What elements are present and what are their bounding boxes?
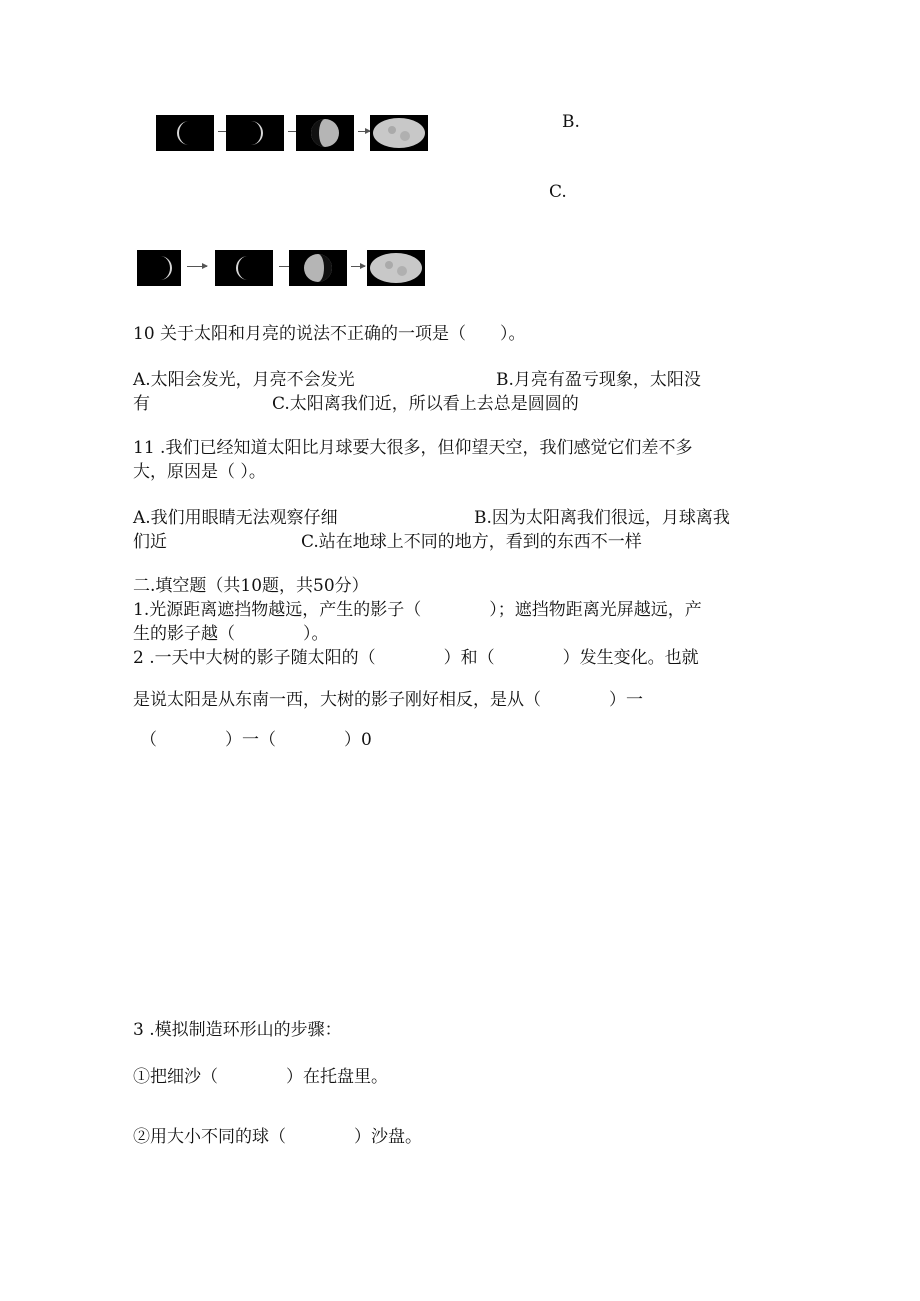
fill-q3-stem: 3 .模拟制造环形山的步骤： xyxy=(133,1020,342,1040)
q11-stem-line1: 11 .我们已经知道太阳比月球要大很多，但仰望天空，我们感觉它们差不多 xyxy=(133,438,693,458)
section-heading: 二.填空题（共10题，共50分） xyxy=(133,576,369,596)
fill-q1-line1: 1.光源距离遮挡物越远，产生的影子（ ）；遮挡物距离光屏越远，产 xyxy=(133,600,702,620)
moon-crescent-right-image xyxy=(226,115,284,151)
option-b-label: B. xyxy=(562,112,580,132)
q11-option-a: A.我们用眼睛无法观察仔细 xyxy=(133,508,338,528)
fill-q2-line1: 2 .一天中大树的影子随太阳的（ ）和（ ）发生变化。也就 xyxy=(133,648,699,668)
option-c-label: C. xyxy=(549,182,567,202)
moon-gibbous-image xyxy=(296,115,354,151)
moon-crescent-left-image xyxy=(215,250,273,286)
fill-q3-step1: ①把细沙（ ）在托盘里。 xyxy=(133,1067,388,1087)
moon-phase-sequence-1 xyxy=(156,115,428,155)
q10-stem: 10 关于太阳和月亮的说法不正确的一项是（ ）。 xyxy=(133,324,526,344)
fill-q3-step2: ②用大小不同的球（ ）沙盘。 xyxy=(133,1127,422,1147)
moon-crescent-left-image xyxy=(156,115,214,151)
q10-option-a: A.太阳会发光，月亮不会发光 xyxy=(133,370,355,390)
q10-option-c: C.太阳离我们近，所以看上去总是圆圆的 xyxy=(272,394,579,414)
arrow-icon xyxy=(351,266,365,267)
q11-option-b: B.因为太阳离我们很远，月球离我 xyxy=(474,508,730,528)
moon-crescent-right-image xyxy=(137,250,181,286)
q10-option-b: B.月亮有盈亏现象，太阳没 xyxy=(496,370,701,390)
arrow-icon xyxy=(358,131,370,132)
fill-q2-line2: 是说太阳是从东南一西，大树的影子刚好相反，是从（ ）一 xyxy=(133,690,643,710)
q10-option-b-cont: 有 xyxy=(133,394,150,414)
moon-gibbous-image xyxy=(289,250,347,286)
q11-option-b-cont: 们近 xyxy=(133,532,167,552)
fill-q2-line3: （ ）一（ ）0 xyxy=(140,730,372,750)
moon-phase-sequence-2 xyxy=(137,250,429,290)
arrow-icon xyxy=(187,266,207,267)
q11-option-c: C.站在地球上不同的地方，看到的东西不一样 xyxy=(301,532,642,552)
moon-full-image xyxy=(367,250,425,286)
fill-q1-line2: 生的影子越（ ）。 xyxy=(133,624,329,644)
q11-stem-line2: 大，原因是（ ）。 xyxy=(133,462,266,482)
moon-full-image xyxy=(370,115,428,151)
